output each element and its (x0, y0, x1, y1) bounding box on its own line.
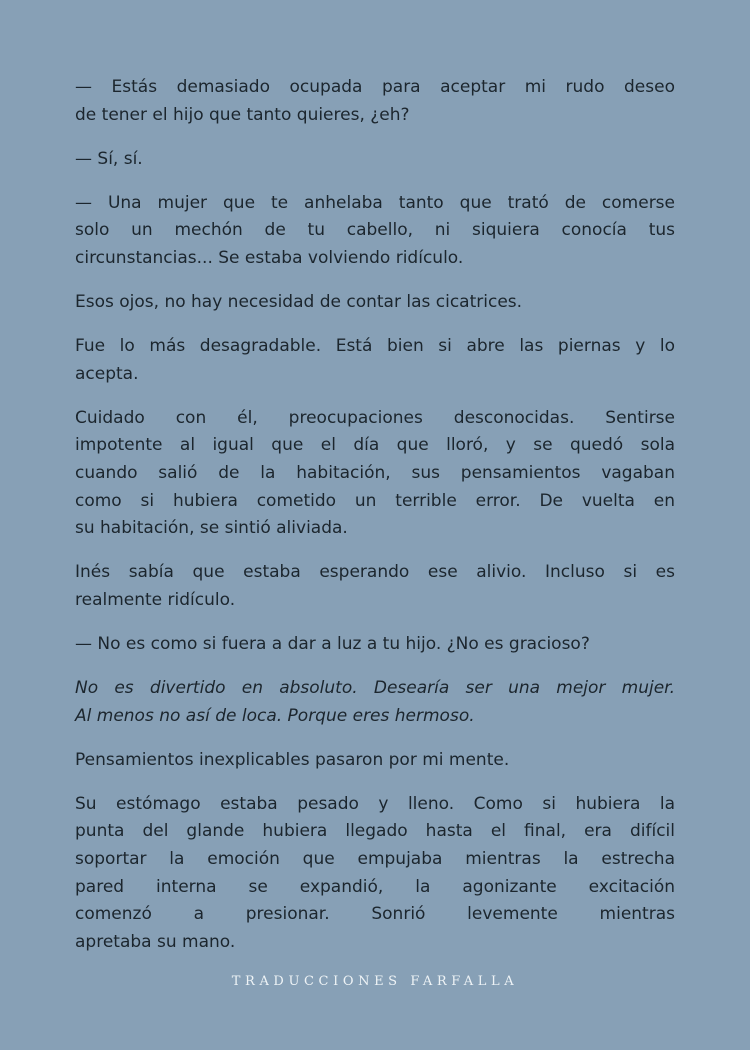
text-line: realmente ridículo. (75, 589, 236, 610)
text-line: comenzó a presionar. Sonrió levemente mientras (75, 904, 675, 925)
page-body (75, 74, 675, 973)
paragraph (75, 791, 675, 957)
text-line: Al menos no así de loca. Porque eres hermoso. (75, 705, 475, 726)
text-line: Su estómago estaba pesado y lleno. Como si hubiera la (75, 793, 675, 814)
paragraph (75, 146, 675, 174)
text-line: Inés sabía que estaba esperando ese alivio. Incluso si es (75, 562, 675, 583)
text-line: — No es como si fuera a dar a luz a tu hijo. ¿No es gracioso? (75, 634, 590, 654)
text-line: cuando salió de la habitación, sus pensamientos vagaban (75, 463, 675, 484)
text-line: pared interna se expandió, la agonizante excitación (75, 876, 675, 897)
paragraph (75, 631, 675, 659)
paragraph (75, 747, 675, 775)
text-line: — Una mujer que te anhelaba tanto que trató de comerse (75, 192, 675, 213)
paragraph (75, 289, 675, 317)
text-line: Cuidado con él, preocupaciones desconocidas. Sentirse (75, 407, 675, 428)
paragraph (75, 74, 675, 129)
text-line: Esos ojos, no hay necesidad de contar las cicatrices. (75, 292, 523, 313)
text-line: impotente al igual que el día que lloró, y se quedó sola (75, 435, 675, 456)
paragraph (75, 405, 675, 543)
paragraph (75, 559, 675, 614)
publisher-footer: TRADUCCIONES FARFALLA (231, 974, 519, 989)
text-line: como si hubiera cometido un terrible error. De vuelta en (75, 490, 675, 511)
text-line: su habitación, se sintió aliviada. (75, 518, 348, 539)
paragraph (75, 333, 675, 388)
text-line: punta del glande hubiera llegado hasta el final, era difícil (75, 821, 675, 842)
text-line: acepta. (75, 363, 139, 384)
text-line: de tener el hijo que tanto quieres, ¿eh? (75, 104, 410, 125)
paragraph (75, 190, 675, 273)
text-line: apretaba su mano. (75, 931, 236, 952)
text-line: Pensamientos inexplicables pasaron por mi mente. (75, 749, 510, 770)
text-line: soportar la emoción que empujaba mientras la estrecha (75, 849, 675, 870)
text-line: circunstancias... Se estaba volviendo ridículo. (75, 247, 464, 268)
text-line: — Sí, sí. (75, 148, 143, 169)
text-line: Fue lo más desagradable. Está bien si abre las piernas y lo (75, 336, 675, 357)
italic-paragraph (75, 675, 675, 730)
text-line: — Estás demasiado ocupada para aceptar mi rudo deseo (75, 77, 675, 97)
text-line: No es divertido en absoluto. Desearía ser una mejor mujer. (75, 678, 675, 699)
text-line: solo un mechón de tu cabello, ni siquiera conocía tus (75, 220, 675, 241)
